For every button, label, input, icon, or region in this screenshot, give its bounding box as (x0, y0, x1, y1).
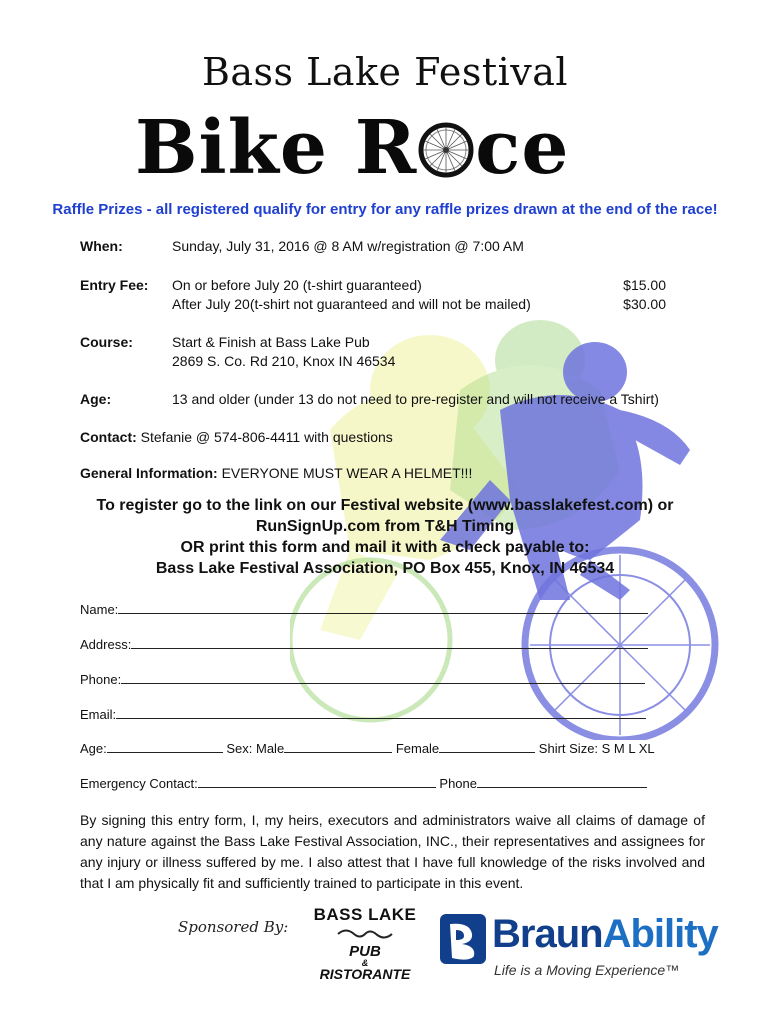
emergency-contact-label: Emergency Contact: (80, 776, 198, 791)
course-label: Course: (80, 334, 133, 350)
race-title-right: ce (475, 105, 570, 191)
course-line-1: Start & Finish at Bass Lake Pub (172, 334, 370, 350)
pub-logo-line-1: BASS LAKE (313, 905, 417, 924)
when-label: When: (80, 238, 123, 254)
male-field[interactable] (284, 740, 392, 753)
address-label: Address: (80, 637, 132, 652)
braun-text: Braun (492, 912, 603, 956)
register-line-1: To register go to the link on our Festival website (www.basslakefest.com) or (96, 497, 674, 514)
age-label: Age: (80, 391, 112, 407)
emergency-phone-label: Phone (439, 776, 477, 791)
address-field[interactable] (131, 636, 648, 649)
bicycle-wheel-icon (418, 122, 474, 178)
race-title (135, 105, 570, 191)
sponsored-by-label: Sponsored By: (178, 918, 289, 936)
braunability-mark-icon (440, 914, 486, 964)
name-field[interactable] (118, 601, 648, 614)
register-line-4: Bass Lake Festival Association, PO Box 455, Knox, IN 46534 (155, 560, 615, 577)
entry-fee-price-2: $30.00 (623, 296, 666, 312)
register-line-2: RunSignUp.com from T&H Timing (255, 518, 515, 535)
emergency-contact-field[interactable] (198, 775, 436, 788)
email-label: Email: (80, 707, 117, 722)
course-line-2: 2869 S. Co. Rd 210, Knox IN 46534 (172, 353, 396, 369)
age-value: 13 and older (under 13 do not need to pre-register and will not receive a Tshirt) (172, 391, 659, 407)
age-field-label: Age: (80, 741, 107, 756)
contact-line (80, 429, 393, 445)
braunability-tagline: Life is a Moving Experience™ (494, 962, 680, 978)
phone-label: Phone: (80, 672, 122, 687)
general-info-label: General Information: (80, 465, 218, 481)
entry-fee-label: Entry Fee: (80, 277, 149, 293)
braunability-name (492, 912, 718, 957)
female-label: Female (395, 741, 440, 756)
bass-lake-pub-logo (306, 905, 424, 985)
race-title-left: Bike R (135, 105, 418, 191)
contact-label: Contact: (80, 429, 137, 445)
email-field[interactable] (116, 706, 646, 719)
pub-logo-amp: & (361, 958, 369, 968)
age-field[interactable] (107, 740, 223, 753)
entry-fee-price-1: $15.00 (623, 277, 666, 293)
raffle-notice: Raffle Prizes - all registered qualify for entry for any raffle prizes drawn at the end of the race! (52, 201, 718, 218)
registration-instructions (0, 495, 770, 579)
entry-fee-line-2: After July 20(t-shirt not guaranteed and will not be mailed) (172, 296, 531, 312)
pub-logo-line-3: RISTORANTE (319, 966, 411, 982)
entry-fee-line-1: On or before July 20 (t-shirt guaranteed) (172, 277, 422, 293)
ability-text: Ability (602, 912, 718, 956)
braunability-logo (440, 908, 720, 986)
phone-row (80, 671, 645, 687)
emergency-phone-field[interactable] (477, 775, 647, 788)
shirt-size-label: Shirt Size: S M L XL (538, 741, 655, 756)
festival-title: Bass Lake Festival (201, 50, 569, 94)
name-label: Name: (80, 602, 119, 617)
contact-value: Stefanie @ 574-806-4411 with questions (136, 429, 393, 445)
emergency-row (80, 775, 647, 791)
waiver-text: By signing this entry form, I, my heirs, executors and administrators waive all claims of damage of any nature against the Bass Lake Festival Association, INC., their representatives and assignees for any injury or illness suffered by me. I also attest that I have full knowledge of the risks involved and that I am physically fit and sufficiently trained to participate in this event. (80, 812, 705, 891)
address-row (80, 636, 648, 652)
pub-logo-line-2: PUB (349, 943, 381, 960)
age-sex-row (80, 740, 655, 756)
when-value: Sunday, July 31, 2016 @ 8 AM w/registration @ 7:00 AM (172, 238, 524, 254)
general-info-value: EVERYONE MUST WEAR A HELMET!!! (217, 465, 473, 481)
register-line-3: OR print this form and mail it with a check payable to: (180, 539, 590, 556)
general-info-line (80, 465, 472, 481)
pub-logo-ornament-icon (336, 927, 394, 941)
name-row (80, 601, 648, 617)
sex-male-label: Sex: Male (226, 741, 285, 756)
email-row (80, 706, 646, 722)
female-field[interactable] (439, 740, 535, 753)
phone-field[interactable] (121, 671, 645, 684)
